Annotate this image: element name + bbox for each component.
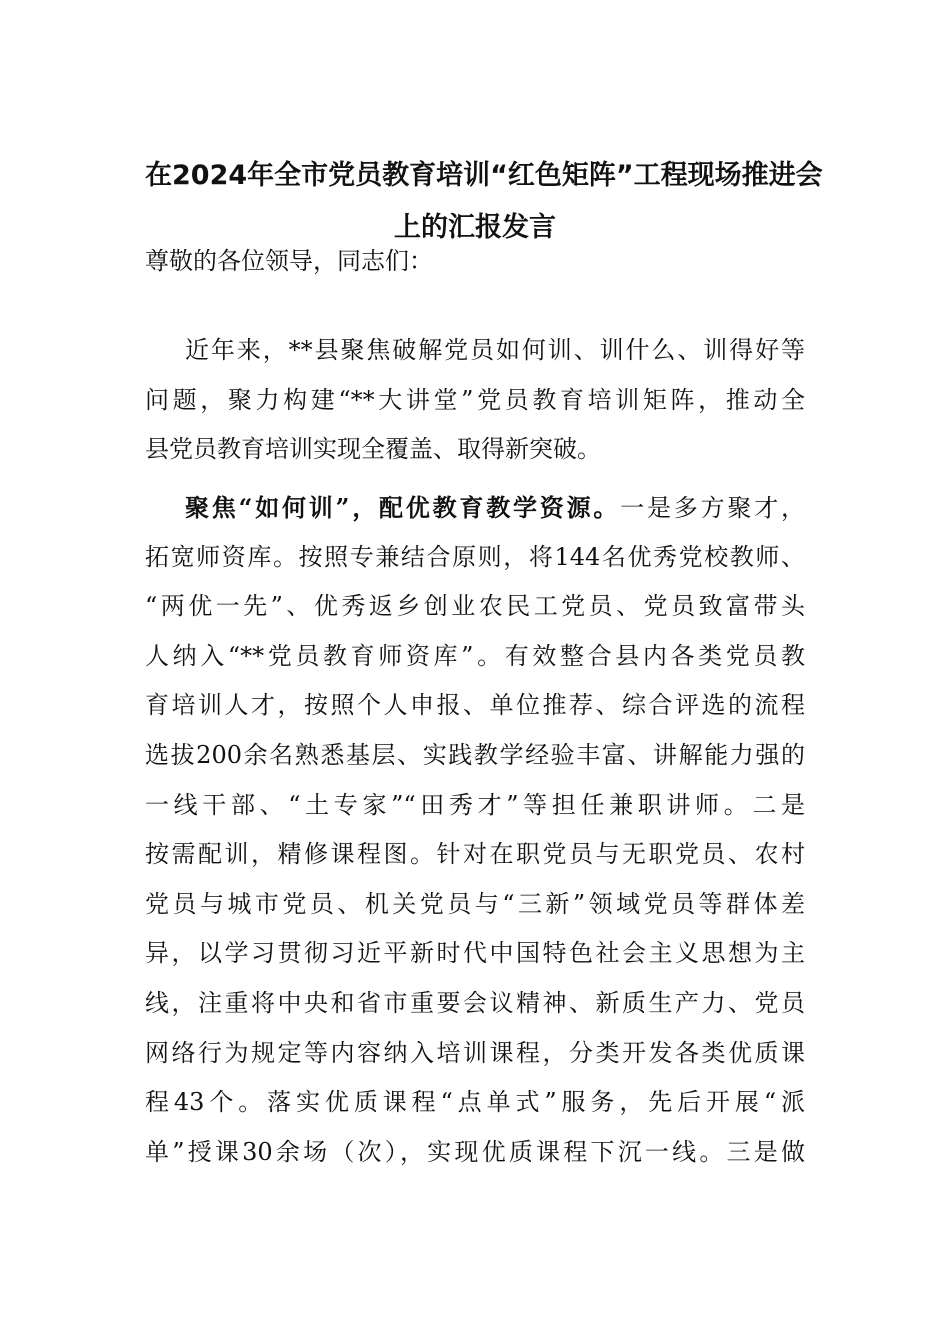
salutation: 尊敬的各位领导，同志们： [145,247,433,275]
paragraph-line: 按需配训，精修课程图。针对在职党员与无职党员、农村 [145,840,805,869]
paragraph-intro [145,326,805,475]
paragraph-line: 人纳入“**党员教育师资库”。有效整合县内各类党员教 [145,641,805,670]
title-line-2: 上的汇报发言 [394,212,556,243]
title-line-1: 在2024年全市党员教育培训“红色矩阵”工程现场推进会 [145,160,823,191]
section-first-line-text: 一是多方聚才， [620,494,806,522]
paragraph-line: 党员与城市党员、机关党员与“三新”领域党员等群体差 [145,889,805,918]
document-title [145,150,823,254]
paragraph-line: 选拔200余名熟悉基层、实践教学经验丰富、讲解能力强的 [145,740,805,769]
paragraph-first-line [145,483,805,533]
section-heading: 聚焦“如何训”，配优教育教学资源。 [185,493,621,522]
paragraph-line: 问题，聚力构建“**大讲堂”党员教育培训矩阵，推动全 [145,385,805,414]
paragraph-line: 异，以学习贯彻习近平新时代中国特色社会主义思想为主 [145,939,805,968]
paragraph-line: 县党员教育培训实现全覆盖、取得新突破。 [145,435,601,464]
paragraph-line: 一线干部、“土专家”“田秀才”等担任兼职讲师。二是 [145,790,805,819]
paragraph-line: 单”授课30余场（次），实现优质课程下沉一线。三是做 [145,1137,805,1166]
paragraph-line: 程43个。落实优质课程“点单式”服务，先后开展“派 [145,1088,805,1117]
paragraph-section-one [145,483,805,1177]
paragraph-line: 近年来，**县聚焦破解党员如何训、训什么、训得好等 [185,336,805,364]
paragraph-line: 拓宽师资库。按照专兼结合原则，将144名优秀党校教师、 [145,542,805,571]
paragraph-line: 线，注重将中央和省市重要会议精神、新质生产力、党员 [145,988,805,1017]
paragraph-line: 网络行为规定等内容纳入培训课程，分类开发各类优质课 [145,1038,805,1067]
paragraph-line: “两优一先”、优秀返乡创业农民工党员、党员致富带头 [145,592,805,621]
paragraph-line: 育培训人才，按照个人申报、单位推荐、综合评选的流程 [145,691,805,720]
